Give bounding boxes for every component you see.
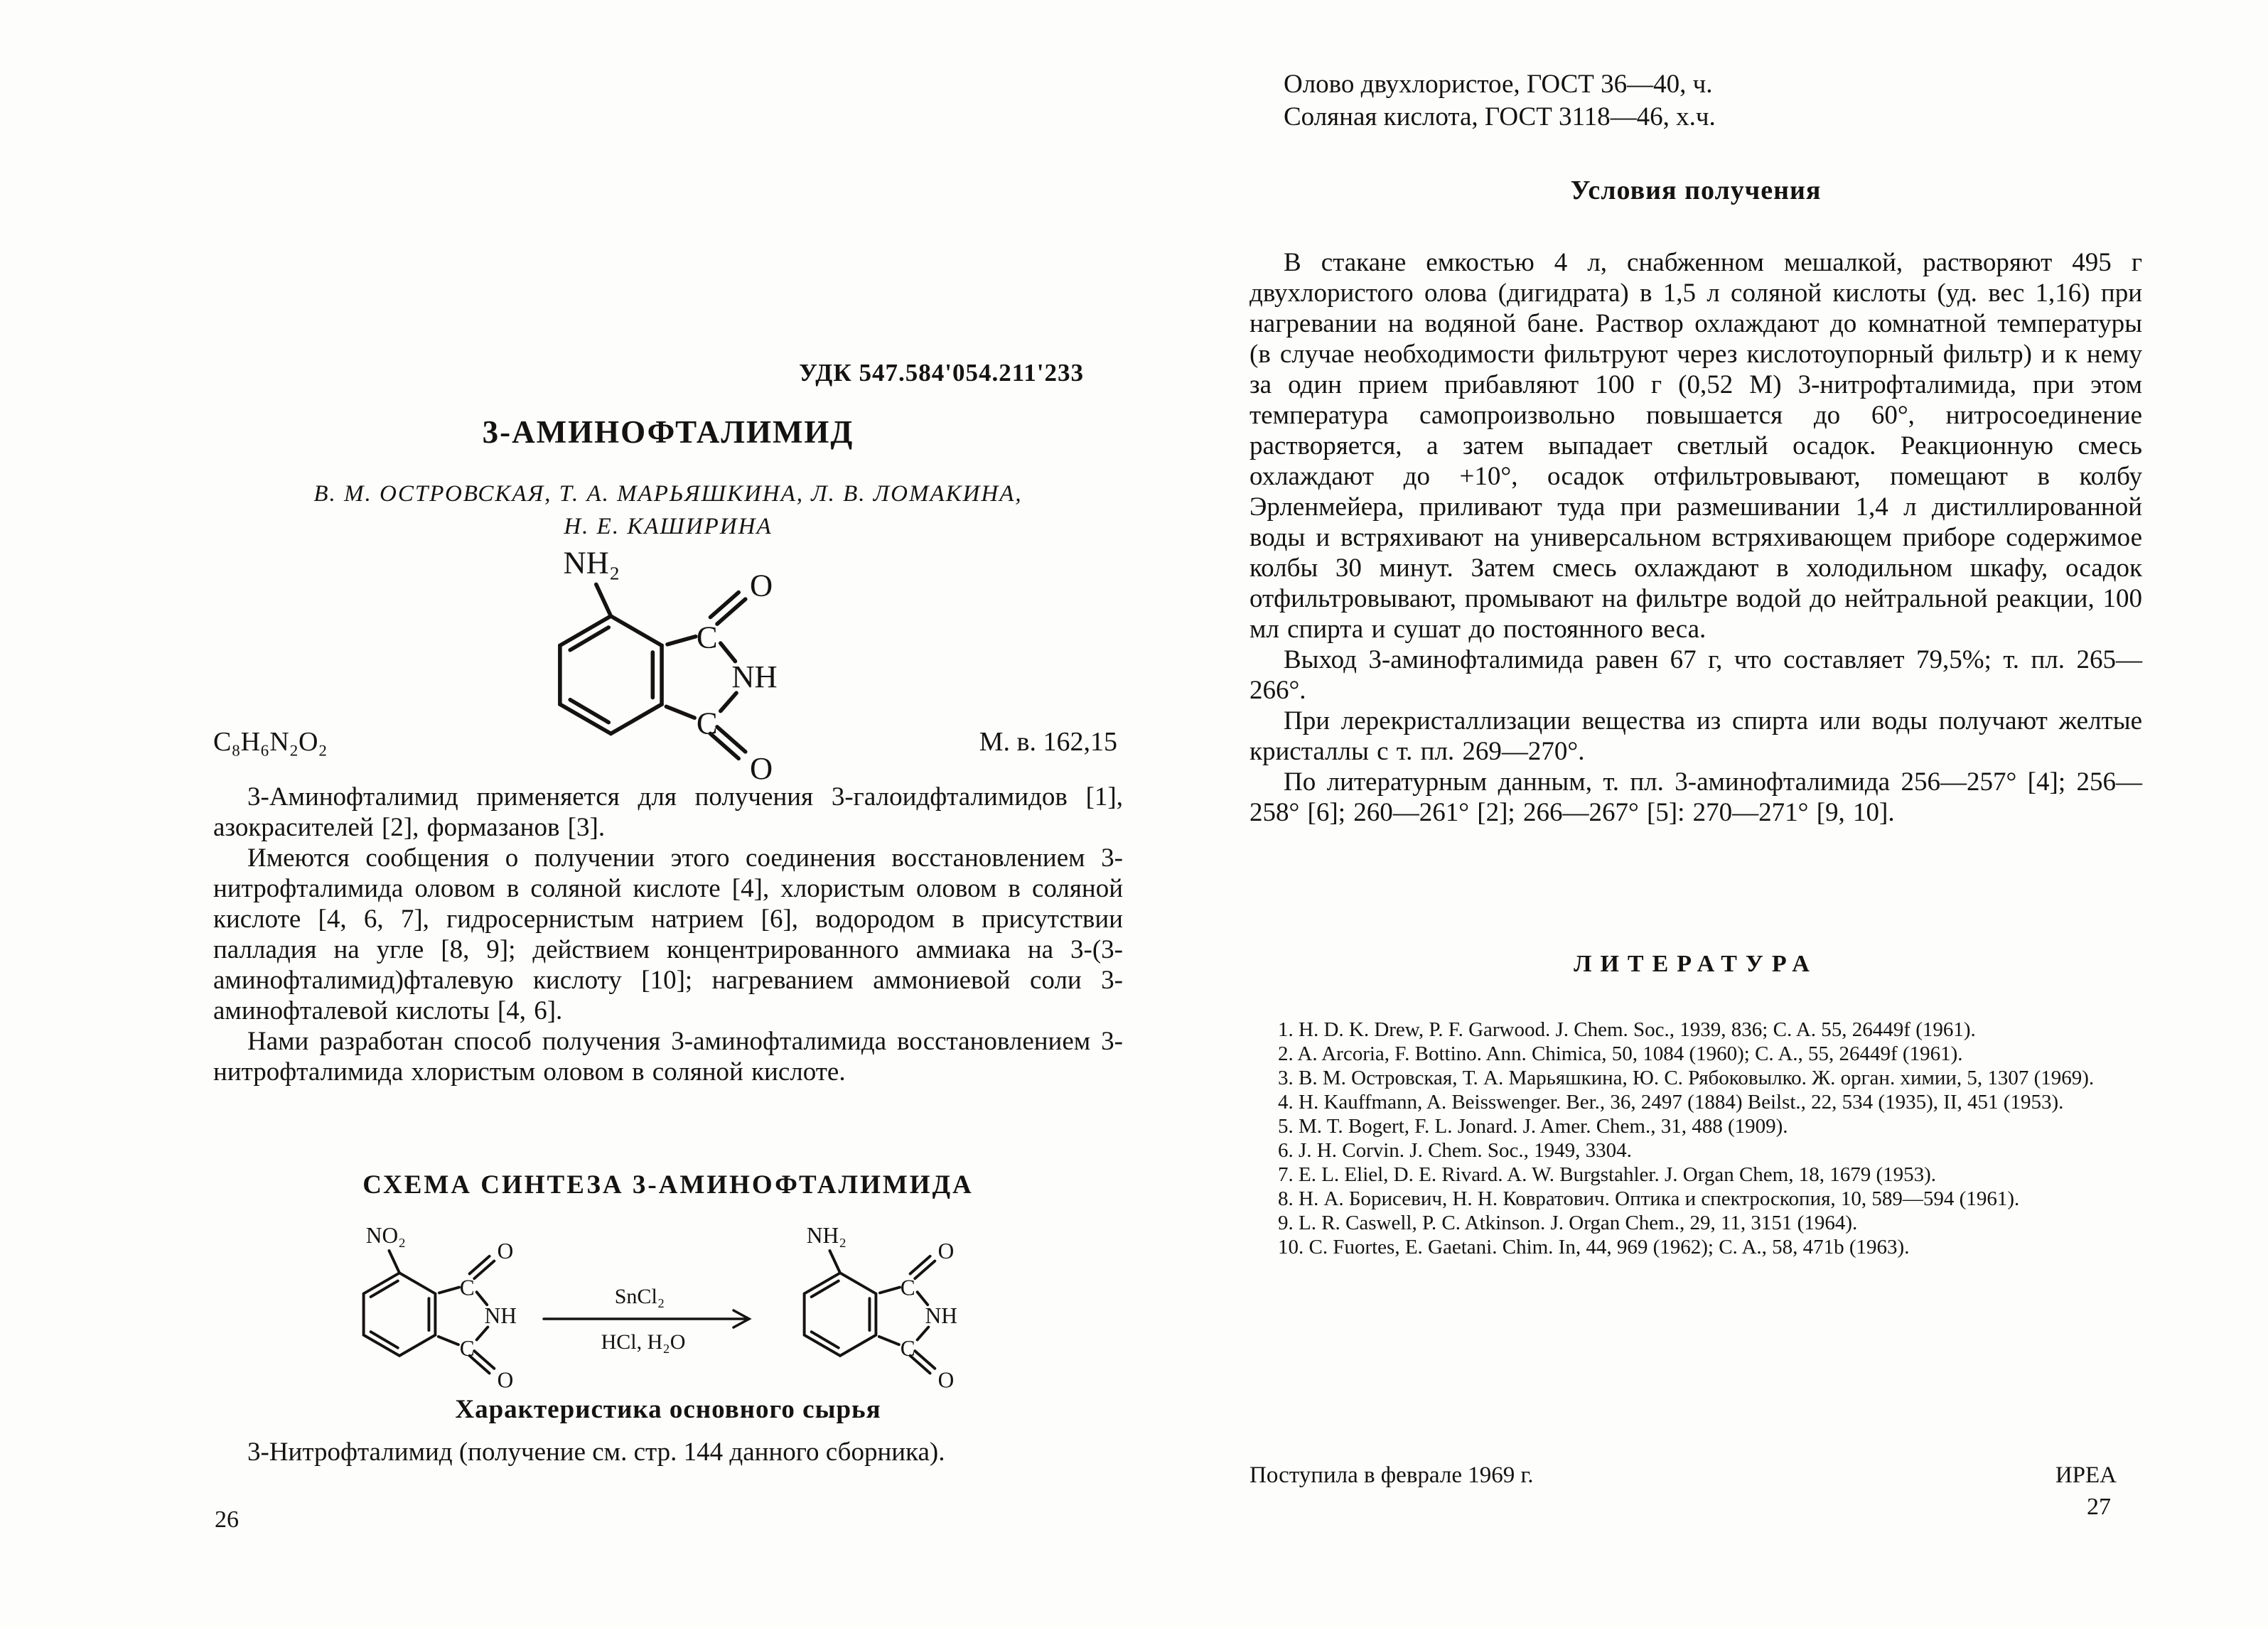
reference-item: 2. A. Arcoria, F. Bottino. Ann. Chimica, 50, 1084 (1960); C. A., 55, 26449f (1961).: [1278, 1042, 1963, 1065]
udk-number: УДК 547.584'054.211'233: [799, 359, 1084, 387]
reference-item: 6. J. H. Corvin. J. Chem. Soc., 1949, 3304.: [1278, 1139, 1632, 1162]
synthesis-scheme: [327, 1207, 981, 1416]
paragraph: Имеются сообщения о получении этого соединения восстановлением 3-нитрофталимида оловом в соляной кислоте [4], хлористым оловом в соляной кислоте [4, 6, 7], гидросернистым натрием [6], водородом в присутствии палладия на угле [8, 9]; действием концентрированного аммиака на 3-(3-аминофталимид)фталевую кислоту [10]; нагреванием аммониевой соли 3-аминофталевой кислоты [4, 6].: [213, 843, 1123, 1025]
paragraph: По литературным данным, т. пл. 3-аминофталимида 256—257° [4]; 256—258° [6]; 260—261° [2]; 266—267° [5]: 270—271° [9, 10].: [1249, 767, 2142, 827]
formula-row: [213, 726, 1123, 758]
reagent-line: Соляная кислота, ГОСТ 3118—46, х.ч.: [1284, 102, 1716, 131]
references-list: [1249, 1018, 2142, 1259]
procedure-text: [1249, 247, 2142, 828]
reference-item: 3. В. М. Островская, Т. А. Марьяшкина, Ю. С. Рябоковылко. Ж. орган. химии, 5, 1307 (1969).: [1278, 1067, 2095, 1089]
reagent-below-arrow: HCl, H₂O: [601, 1330, 686, 1354]
literature-heading: ЛИТЕРАТУРА: [1574, 951, 1818, 977]
reaction-arrow: [544, 1285, 749, 1354]
molecular-formula: C₈H₆N₂O₂: [213, 727, 328, 757]
paragraph: В стакане емкостью 4 л, снабженном мешалкой, растворяют 495 г двухлористого олова (дигидрата) в 1,5 л соляной кислоты (уд. вес 1,16) при нагревании на водяной бане. Раствор охлаждают до комнатной температуры (в случае необходимости фильтруют через кислотоупорный фильтр) и к нему за один прием прибавляют 100 г (0,52 М) 3-нитрофталимида, при этом температура самопроизвольно повышается до 60°, нитросоединение растворяется, а затем выпадает светлый осадок. Реакционную смесь охлаждают до +10°, осадок отфильтровывают, помещают в колбу Эрленмейера, приливают туда при размешивании 1,4 л дистиллированной воды и встряхивают на универсальном встряхивающем приборе содержимое колбы 30 минут. Затем смесь охлаждают в холодильном шкафу, осадок отфильтровывают, промывают на фильтре водой до нейтральной реакции, 100 мл спирта и сушат до постоянного веса.: [1249, 248, 2142, 644]
synthesis-scheme-svg: [327, 1207, 981, 1413]
footer-row: [1249, 1462, 2142, 1489]
reference-item: 1. H. D. K. Drew, P. F. Garwood. J. Chem. Soc., 1939, 836; C. A. 55, 26449f (1961).: [1278, 1018, 1976, 1041]
left-body-text: [213, 782, 1123, 1087]
right-page: [1249, 0, 2142, 1628]
institute-name: ИРЕА: [2055, 1462, 2117, 1488]
article-title: 3-АМИНОФТАЛИМИД: [482, 414, 854, 450]
authors-block: [213, 478, 1123, 543]
scheme-heading: СХЕМА СИНТЕЗА 3-АМИНОФТАЛИМИДА: [362, 1170, 974, 1200]
left-page: [213, 0, 1123, 1628]
reference-item: 7. E. L. Eliel, D. E. Rivard. A. W. Burgstahler. J. Organ Chem, 18, 1679 (1953).: [1278, 1163, 1937, 1186]
reagent-above-arrow: SnCl₂: [614, 1285, 665, 1308]
aminophthalimide-molecule: [805, 1223, 957, 1393]
reagent-line: Олово двухлористое, ГОСТ 36—40, ч.: [1284, 70, 1713, 99]
reference-item: 8. Н. А. Борисевич, Н. Н. Ковратович. Оптика и спектроскопия, 10, 589—594 (1961).: [1278, 1187, 2020, 1210]
amine-group-label: NH₂: [563, 544, 620, 581]
page-number-left: 26: [215, 1506, 239, 1533]
reagents-list: [1284, 68, 1716, 134]
paragraph: Нами разработан способ получения 3-аминофталимида восстановлением 3-нитрофталимида хлористым оловом в соляной кислоте.: [213, 1027, 1123, 1087]
raw-materials-paragraph: 3-Нитрофталимид (получение см. стр. 144 данного сборника).: [247, 1438, 945, 1467]
nitrophthalimide-molecule: [364, 1223, 517, 1393]
paragraph: 3-Аминофталимид применяется для получения 3-галоидфталимидов [1], азокрасителей [2], формазанов [3].: [213, 782, 1123, 842]
reference-item: 10. C. Fuortes, E. Gaetani. Chim. In, 44, 969 (1962); C. A., 58, 471b (1963).: [1278, 1236, 1910, 1258]
received-date: Поступила в феврале 1969 г.: [1249, 1462, 1534, 1488]
raw-materials-heading: Характеристика основного сырья: [455, 1395, 881, 1424]
paragraph: Выход 3-аминофталимида равен 67 г, что составляет 79,5%; т. пл. 265—266°.: [1249, 645, 2142, 705]
reference-item: 4. H. Kauffmann, A. Beisswenger. Ber., 36, 2497 (1884) Beilst., 22, 534 (1935), II, 451 (1953).: [1278, 1091, 2064, 1114]
nitro-group-label: NO₂: [365, 1222, 407, 1248]
reference-item: 9. L. R. Caswell, P. C. Atkinson. J. Organ Chem., 29, 11, 3151 (1964).: [1278, 1212, 1858, 1234]
authors-line-1: В. М. ОСТРОВСКАЯ, Т. А. МАРЬЯШКИНА, Л. В. ЛОМАКИНА,: [313, 481, 1023, 507]
conditions-heading: Условия получения: [1570, 176, 1822, 205]
amine-group-label: NH₂: [806, 1222, 847, 1248]
molecular-weight: М. в. 162,15: [979, 727, 1117, 757]
paragraph: При лерекристаллизации вещества из спирта или воды получают желтые кристаллы с т. пл. 269—270°.: [1249, 706, 2142, 766]
page-number-right: 27: [2087, 1494, 2111, 1520]
reference-item: 5. M. T. Bogert, F. L. Jonard. J. Amer. Chem., 31, 488 (1909).: [1278, 1115, 1788, 1138]
authors-line-2: Н. Е. КАШИРИНА: [564, 514, 773, 539]
